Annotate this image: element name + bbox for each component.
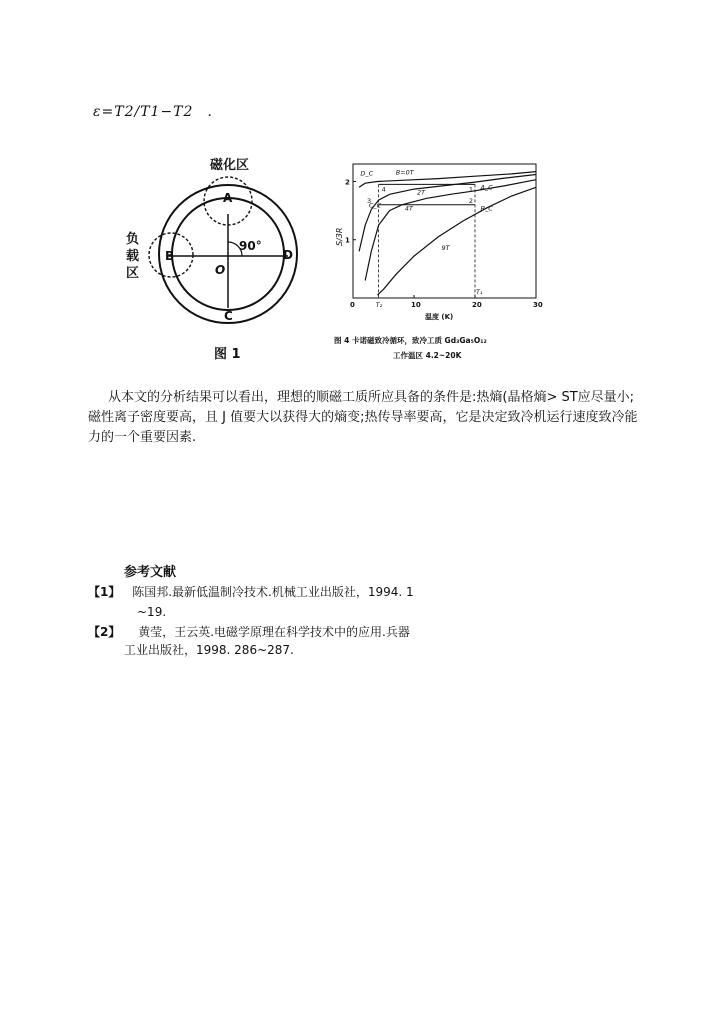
point-a: A xyxy=(223,191,233,205)
point-b: B xyxy=(165,249,175,263)
reference-1-line1: 陈国邦.最新低温制冷技术.机械工业出版社，1994. 1 xyxy=(132,585,414,599)
x-tick-label-t1: T₁ xyxy=(476,288,483,296)
curve-label-9t: 9T xyxy=(441,244,450,253)
figure4-caption-line2: 工作温区 4.2~20K xyxy=(393,351,462,360)
point-cc: C_C xyxy=(368,201,382,210)
cycle-corner-3: 3 xyxy=(367,197,372,206)
series-line-3 xyxy=(377,187,536,295)
efficiency-formula xyxy=(93,104,213,120)
reference-2-cont: 工业出版社，1998. 286~287. xyxy=(124,643,294,657)
x-tick-label-30: 30 xyxy=(533,301,543,309)
figure4-caption-line1: 图 4 卡诺磁致冷循环，致冷工质 Gd₃Ga₅O₁₂ xyxy=(334,336,487,345)
figure-4 xyxy=(325,158,555,363)
x-tick-label-20: 20 xyxy=(472,301,482,309)
label-magnetize-zone: 磁化区 xyxy=(210,158,250,173)
reference-1-number: 【1】 xyxy=(88,585,121,599)
references-title: 参考文献 xyxy=(124,565,177,580)
label-load-zone-2: 载 xyxy=(126,249,140,264)
reference-2-number: 【2】 xyxy=(88,625,121,639)
point-c: C xyxy=(224,309,233,323)
conclusion-paragraph: 从本文的分析结果可以看出，理想的顺磁工质所应具备的条件是:热熵(晶格熵> ST应尽量小;磁性离子密度要高，且 J 值要大以获得大的熵变;热传导率要高，它是决定致冷机运行速度致冷能力的一个重要因素. xyxy=(88,390,638,445)
formula-text: ε=T2/T1−T2 xyxy=(93,104,194,120)
point-bc: B_C xyxy=(480,204,493,213)
curve-label-b0: B=0T xyxy=(395,168,414,177)
x-tick-label-10: 10 xyxy=(411,301,421,309)
carnot-cycle xyxy=(360,170,493,298)
curve-label-4t: 4T xyxy=(404,204,413,213)
point-d: D xyxy=(283,248,293,262)
formula-dot: . xyxy=(207,104,213,120)
figure1-caption: 图 1 xyxy=(214,347,241,362)
angle-label: 90° xyxy=(239,239,262,253)
x-tick-label-0: 0 xyxy=(350,301,355,309)
figure-1 xyxy=(120,150,320,365)
point-ac: A_C xyxy=(480,183,493,192)
label-load-zone-1: 负 xyxy=(126,232,140,247)
y-tick-label-2: 2 xyxy=(345,178,350,187)
point-dc: D_C xyxy=(360,169,374,178)
x-axis-label: 温度 (K) xyxy=(425,313,454,321)
y-tick-label-1: 1 xyxy=(345,236,350,245)
x-tick-label-t2: T₂ xyxy=(375,301,383,309)
curve-label-2t: 2T xyxy=(417,188,426,197)
center-label: O xyxy=(215,263,226,277)
cycle-corner-4: 4 xyxy=(381,185,386,194)
reference-1 xyxy=(88,582,414,603)
label-load-zone-3: 区 xyxy=(126,266,140,281)
series-line-2 xyxy=(365,180,536,281)
cycle-corner-1: 1 xyxy=(468,185,474,194)
y-axis-label: S/3R xyxy=(335,227,344,246)
reference-2-line1: 黄莹，王云英.电磁学原理在科学技术中的应用.兵器 xyxy=(138,625,410,639)
reference-1-cont: ~19. xyxy=(137,605,167,619)
cycle-corner-2: 2 xyxy=(468,197,474,206)
